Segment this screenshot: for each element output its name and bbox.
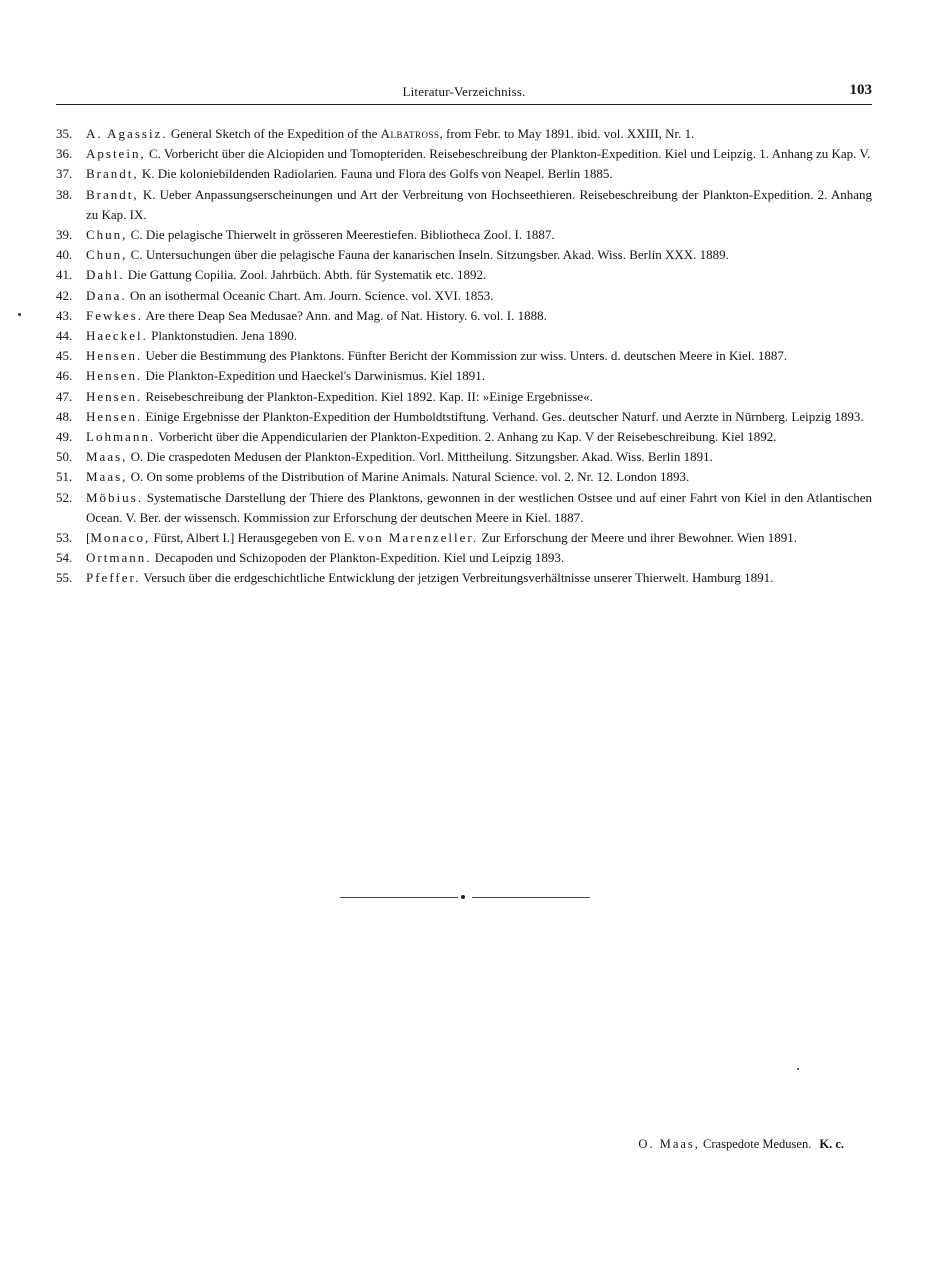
- reference-text: K. Ueber Anpassungserscheinungen und Art der Verbreitung von Hochseethieren. Reisebeschreibung der Plankton-Expedition. 2. Anhang zu Kap. IX.: [86, 186, 872, 222]
- reference-text: Die Plankton-Expedition und Haeckel's Darwinismus. Kiel 1891.: [142, 368, 486, 384]
- reference-author: Hensen.: [86, 388, 143, 404]
- reference-entry: [56, 245, 872, 265]
- reference-number: 46.: [56, 368, 73, 384]
- reference-entry: [56, 407, 872, 427]
- reference-number: 39.: [56, 227, 73, 243]
- reference-text: Vorbericht über die Appendicularien der Plankton-Expedition. 2. Anhang zu Kap. V der Reisebeschreibung. Kiel 1892.: [155, 429, 777, 445]
- header-title: Literatur-Verzeichniss.: [402, 84, 526, 99]
- reference-text: Versuch über die erdgeschichtliche Entwicklung der jetzigen Verbreitungsverhältnisse unserer Thierwelt. Hamburg 1891.: [140, 570, 774, 586]
- reference-author: Maas,: [86, 449, 128, 465]
- reference-author: Pfeffer.: [86, 570, 141, 586]
- reference-text: C. Untersuchungen über die pelagische Fauna der kanarischen Inseln. Sitzungsber. Akad. Wiss. Berlin XXX. 1889.: [127, 247, 729, 263]
- reference-editor: von Marenzeller.: [358, 530, 479, 546]
- reference-text: Systematische Darstellung der Thiere des Planktons, gewonnen in der westlichen Ostsee und auf einer Fahrt von Kiel in den Atlantischen Ocean. V. Ber. der wissensch. Kommission zur Erforschung der deutschen Meere in Kiel. 1887.: [86, 489, 872, 525]
- reference-text: Fürst, Albert I.] Herausgegeben von E.: [150, 530, 359, 546]
- reference-author: Hensen.: [86, 368, 143, 384]
- reference-text: O. Die craspedoten Medusen der Plankton-Expedition. Vorl. Mittheilung. Sitzungsber. Akad. Wiss. Berlin 1891.: [127, 449, 713, 465]
- reference-text: K. Die koloniebildenden Radiolarien. Fauna und Flora des Golfs von Neapel. Berlin 1885.: [138, 166, 613, 182]
- reference-entry: [56, 467, 872, 487]
- reference-number: 43.: [56, 307, 73, 323]
- reference-author: Chun,: [86, 247, 128, 263]
- reference-author: Apstein,: [86, 146, 146, 162]
- footer-sheet-mark: K. c.: [819, 1137, 844, 1151]
- reference-number: 38.: [56, 186, 73, 202]
- reference-entry: [56, 164, 872, 184]
- reference-entry: [56, 346, 872, 366]
- reference-entry: [56, 447, 872, 467]
- reference-entry: [56, 568, 872, 588]
- footer-author: O. Maas,: [638, 1137, 700, 1151]
- reference-number: 40.: [56, 247, 73, 263]
- reference-author: Chun,: [86, 227, 128, 243]
- reference-entry: [56, 124, 872, 144]
- section-divider: [340, 897, 590, 898]
- reference-entry: [56, 366, 872, 386]
- reference-text: Zur Erforschung der Meere und ihrer Bewohner. Wien 1891.: [478, 530, 797, 546]
- footer-title: Craspedote Medusen.: [699, 1137, 812, 1151]
- reference-entry: [56, 488, 872, 528]
- reference-author: Dana.: [86, 287, 127, 303]
- reference-number: 47.: [56, 388, 73, 404]
- reference-text: C. Vorbericht über die Alciopiden und Tomopteriden. Reisebeschreibung der Plankton-Expedition. Kiel und Leipzig. 1. Anhang zu Kap. V.: [145, 146, 871, 162]
- reference-author: A. Agassiz.: [86, 126, 168, 141]
- reference-number: 50.: [56, 449, 73, 465]
- reference-author: Hensen.: [86, 408, 143, 424]
- reference-list: [56, 124, 872, 589]
- reference-number: 52.: [56, 489, 73, 505]
- reference-number: 51.: [56, 469, 73, 485]
- reference-number: 36.: [56, 146, 73, 162]
- reference-author: Ortmann.: [86, 550, 152, 566]
- reference-entry: [56, 387, 872, 407]
- reference-number: 49.: [56, 429, 73, 445]
- reference-text: , from Febr. to May 1891. ibid. vol. XXIII, Nr. 1.: [439, 126, 695, 141]
- running-header: [56, 82, 872, 105]
- reference-ship-name: Albatross: [380, 126, 440, 141]
- reference-author: Brandt,: [86, 186, 139, 202]
- reference-text: Die Gattung Copilia. Zool. Jahrbüch. Abth. für Systematik etc. 1892.: [124, 267, 487, 283]
- reference-number: 35.: [56, 126, 73, 141]
- reference-entry: [56, 185, 872, 225]
- reference-text: Decapoden und Schizopoden der Plankton-Expedition. Kiel und Leipzig 1893.: [151, 550, 565, 566]
- reference-author: Hensen.: [86, 348, 143, 364]
- footer-signature: [638, 1137, 844, 1152]
- reference-author: Maas,: [86, 469, 128, 485]
- reference-number: 41.: [56, 267, 73, 283]
- reference-bracket: [: [86, 530, 91, 546]
- reference-number: 37.: [56, 166, 73, 182]
- margin-dot: [18, 313, 21, 316]
- reference-text: O. On some problems of the Distribution of Marine Animals. Natural Science. vol. 2. Nr. 12. London 1893.: [127, 469, 690, 485]
- reference-entry: [56, 144, 872, 164]
- reference-text: Ueber die Bestimmung des Planktons. Fünfter Bericht der Kommission zur wiss. Unters. d. deutschen Meere in Kiel. 1887.: [142, 348, 788, 364]
- reference-entry: [56, 286, 872, 306]
- reference-author: Möbius.: [86, 489, 143, 505]
- reference-entry: [56, 548, 872, 568]
- reference-author: Dahl.: [86, 267, 125, 283]
- margin-dot: [797, 1068, 799, 1070]
- page-number: 103: [849, 82, 872, 98]
- reference-text: Einige Ergebnisse der Plankton-Expedition der Humboldtstiftung. Verhand. Ges. deutscher Naturf. und Aerzte in Nürnberg. Leipzig 1893.: [142, 408, 864, 424]
- reference-entry: [56, 427, 872, 447]
- reference-author: Haeckel.: [86, 328, 148, 344]
- reference-author: Lohmann.: [86, 429, 156, 445]
- reference-text: C. Die pelagische Thierwelt in grösseren Meerestiefen. Bibliotheca Zool. I. 1887.: [127, 227, 555, 243]
- reference-text: On an isothermal Oceanic Chart. Am. Journ. Science. vol. XVI. 1853.: [126, 287, 494, 303]
- reference-author: Brandt,: [86, 166, 139, 182]
- reference-entry: [56, 265, 872, 285]
- reference-number: 48.: [56, 408, 73, 424]
- reference-author: Monaco,: [90, 530, 151, 546]
- reference-author: Fewkes.: [86, 307, 143, 323]
- reference-text: General Sketch of the Expedition of the: [167, 126, 381, 141]
- reference-entry: [56, 528, 872, 548]
- reference-text: Planktonstudien. Jena 1890.: [147, 328, 297, 344]
- reference-text: Are there Deap Sea Medusae? Ann. and Mag. of Nat. History. 6. vol. I. 1888.: [142, 307, 547, 323]
- reference-entry: [56, 306, 872, 326]
- reference-number: 44.: [56, 328, 73, 344]
- reference-number: 53.: [56, 530, 73, 546]
- reference-entry: [56, 326, 872, 346]
- reference-number: 54.: [56, 550, 73, 566]
- reference-entry: [56, 225, 872, 245]
- reference-text: Reisebeschreibung der Plankton-Expedition. Kiel 1892. Kap. II: »Einige Ergebnisse«.: [142, 388, 593, 404]
- reference-number: 42.: [56, 287, 73, 303]
- reference-number: 45.: [56, 348, 73, 364]
- reference-number: 55.: [56, 570, 73, 586]
